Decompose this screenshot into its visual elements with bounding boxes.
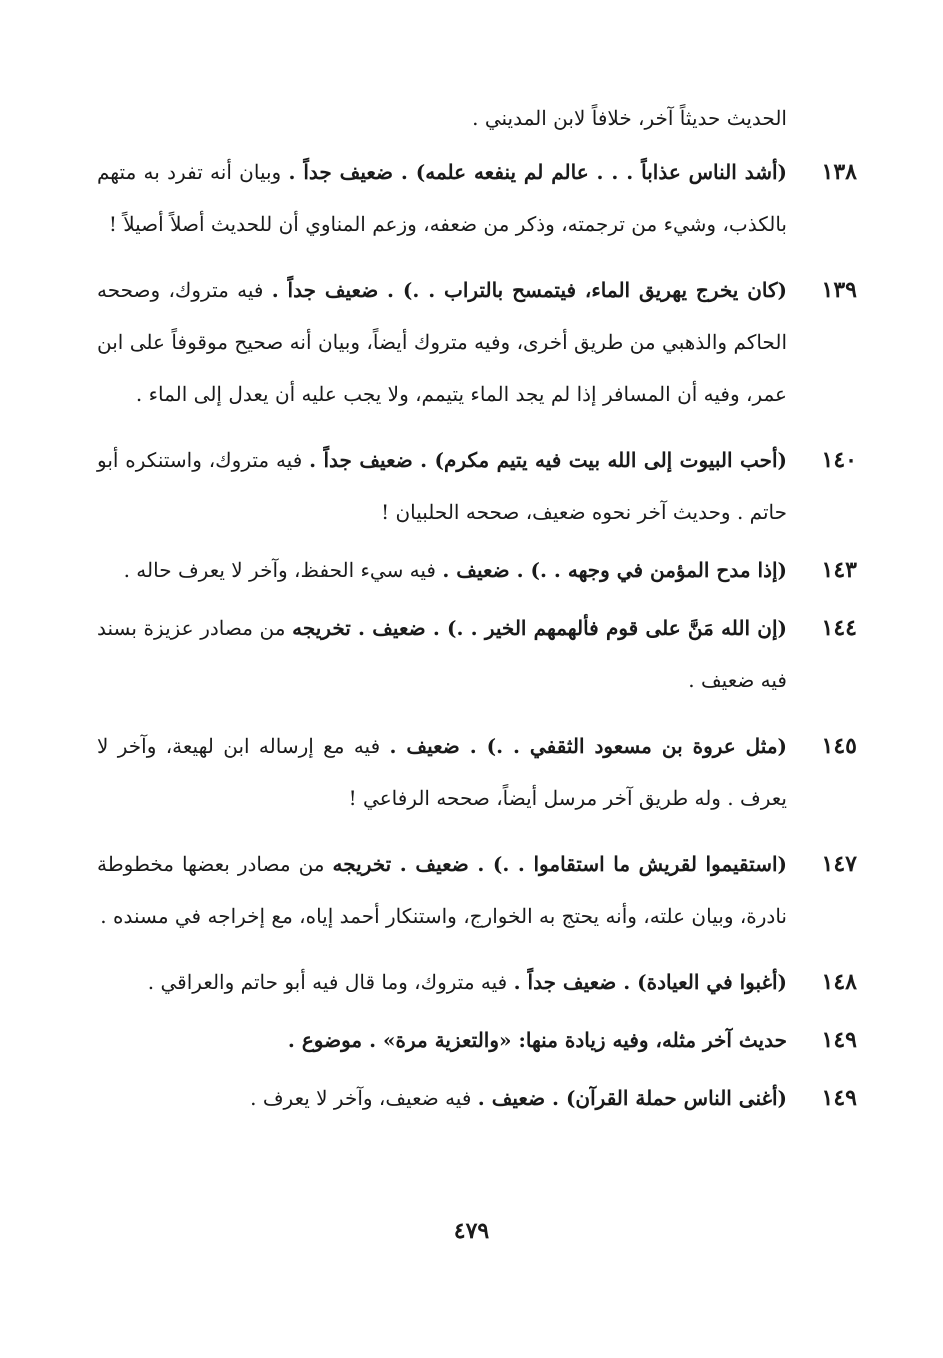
entry-number: ١٣٩ [821, 277, 857, 303]
entry-149-a [97, 1014, 857, 1066]
entry-text [97, 544, 787, 596]
entry-number: ١٤٨ [821, 969, 857, 995]
entry-remark: وبيان أنه تفرد به متهم بالكذب، وشيء من ترجمته، وذكر من ضعفه، وزعم المناوي أن للحديث أصلاً أصيلاً ! [97, 160, 787, 236]
hadith-quote: (أشد الناس عذاباً . . . عالم لم ينفعه علمه) . ضعيف جداً . [288, 160, 787, 184]
hadith-quote: (أغنى الناس حملة القرآن) . ضعيف . [477, 1086, 787, 1110]
entry-remark: فيه متروك، وما قال فيه أبو حاتم والعراقي . [147, 970, 514, 994]
entry-number: ١٤٤ [821, 615, 857, 641]
entry-remark: فيه متروك، واستنكره أبو حاتم . وحديث آخر نحوه ضعيف، صححه الحلبيان ! [97, 448, 787, 524]
entry-text [97, 1072, 787, 1124]
entry-number: ١٣٨ [821, 159, 857, 185]
entry-remark: فيه سيء الحفظ، وآخر لا يعرف حاله . [123, 558, 443, 582]
hadith-quote: (إن الله مَنَّ على قوم فألهمهم الخير . .) . ضعيف . تخريجه [292, 616, 787, 640]
entry-remark: فيه ضعيف، وآخر لا يعرف . [250, 1086, 478, 1110]
hadith-quote: (إذا مدح المؤمن في وجهه . .) . ضعيف . [442, 558, 787, 582]
entry-remark: من مصادر بعضها مخطوطة نادرة، وبيان علته، وأنه يحتج به الخوارج، واستنكار أحمد إياه، مع إخراجه في مسنده . [97, 852, 787, 928]
entry-number: ١٤٩ [821, 1085, 857, 1111]
entry-text [97, 146, 787, 250]
hadith-quote: (مثل عروة بن مسعود الثقفي . .) . ضعيف . [389, 734, 787, 758]
entry-text [97, 264, 787, 420]
entry-147 [97, 838, 857, 942]
entry-text [97, 1014, 787, 1066]
page-number: ٤٧٩ [453, 1218, 490, 1244]
entry-remark: فيه مع إرساله ابن لهيعة، وآخر لا يعرف . وله طريق آخر مرسل أيضاً، صححه الرفاعي ! [97, 734, 787, 810]
entry-149-b [97, 1072, 857, 1124]
entry-148 [97, 956, 857, 1008]
intro-paragraph: الحديث حديثاً آخر، خلافاً لابن المديني . [472, 106, 787, 130]
entry-text [97, 602, 787, 706]
hadith-quote: (أحب البيوت إلى الله بيت فيه يتيم مكرم) . ضعيف جداً . [309, 448, 787, 472]
page-body [97, 96, 857, 1124]
entry-text [97, 956, 787, 1008]
entry-remark: من مصادر عزيزة بسند فيه ضعيف . [97, 616, 787, 692]
entry-138 [97, 146, 857, 250]
entry-remark: فيه متروك، وصححه الحاكم والذهبي من طريق أخرى، وفيه متروك أيضاً، وبيان أنه صحيح موقوفاً على ابن عمر، وفيه أن المسافر إذا لم يجد الماء يتيمم، ولا يجب عليه أن يعدل إلى الماء . [97, 278, 787, 406]
entry-144 [97, 602, 857, 706]
entry-number: ١٤٣ [821, 557, 857, 583]
entry-number: ١٤٧ [821, 851, 857, 877]
entry-text [97, 720, 787, 824]
hadith-quote: (استقيموا لقريش ما استقاموا . .) . ضعيف . تخريجه [332, 852, 787, 876]
hadith-quote: حديث آخر مثله، وفيه زيادة منها: «والتعزية مرة» . موضوع . [287, 1028, 787, 1052]
hadith-quote: (أغبوا في العيادة) . ضعيف جداً . [513, 970, 787, 994]
hadith-quote: (كان يخرج يهريق الماء، فيتمسح بالتراب . .) . ضعيف جداً . [271, 278, 787, 302]
entry-143 [97, 544, 857, 596]
entry-139 [97, 264, 857, 420]
entry-number: ١٤٠ [821, 447, 857, 473]
entry-text [97, 838, 787, 942]
entry-140 [97, 434, 857, 538]
entry-number: ١٤٥ [821, 733, 857, 759]
entry-number: ١٤٩ [821, 1027, 857, 1053]
entry-text [97, 434, 787, 538]
entry-145 [97, 720, 857, 824]
